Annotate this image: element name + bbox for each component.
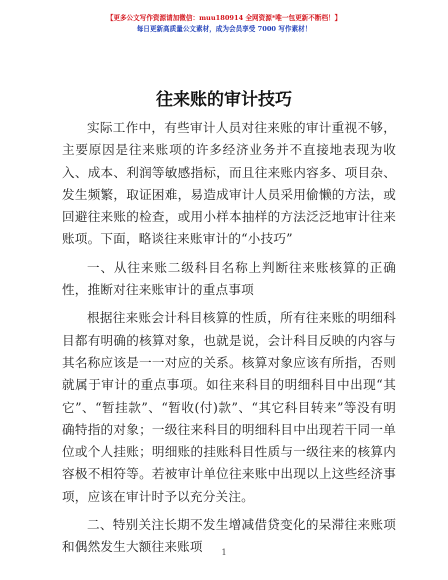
promo-banner-line-1: 【更多公文写作资源请加微信：muu180914 全网资源*唯一包更新不断档！】 <box>106 14 342 22</box>
paragraph-section-1: 根据往来账会计科目核算的性质，所有往来账的明细科目都有明确的核算对象，也就是说，会计科目反映的内容与其名称应该是一一对应的关系。核算对象应该有所指，否则就属于审计的重点事项。如往来科目的明细科目中出现“其它”、“暂挂款”、“暂收(付)款”、“其它科目转来”等没有明确特指的对象；一级往来科目的明细科目中出现若干同一单位或个人挂账；明细账的挂账科目性质与一级往来的核算内容极不相符等。若被审计单位往来账中出现以上这些经济事项，应该在审计时予以充分关注。 <box>62 310 396 504</box>
page-number: 1 <box>221 548 227 557</box>
paragraph-intro: 实际工作中，有些审计人员对往来账的审计重视不够，主要原因是往来账项的许多经济业务并不直接地表现为收入、成本、利润等敏感指标，而且往来账内容多、项目杂、发生频繁，取证困难，易造成审计人员采用偷懒的方法，或回避往来账的检查，或用小样本抽样的方法泛泛地审计往来账项。下面，略谈往来账审计的“小技巧” <box>62 120 396 247</box>
section-heading-2: 二、特别关注长期不发生增减借贷变化的呆滞往来账项和偶然发生大额往来账项 <box>62 517 396 555</box>
promo-banner-line-2: 每日更新高质量公文素材，成为会员享受 7000 写作素材！ <box>136 25 312 33</box>
document-body <box>62 117 396 559</box>
section-heading-1: 一、从往来账二级科目名称上判断往来账核算的正确性，推断对往来账审计的重点事项 <box>62 259 396 298</box>
document-title: 往来账的审计技巧 <box>156 90 292 110</box>
